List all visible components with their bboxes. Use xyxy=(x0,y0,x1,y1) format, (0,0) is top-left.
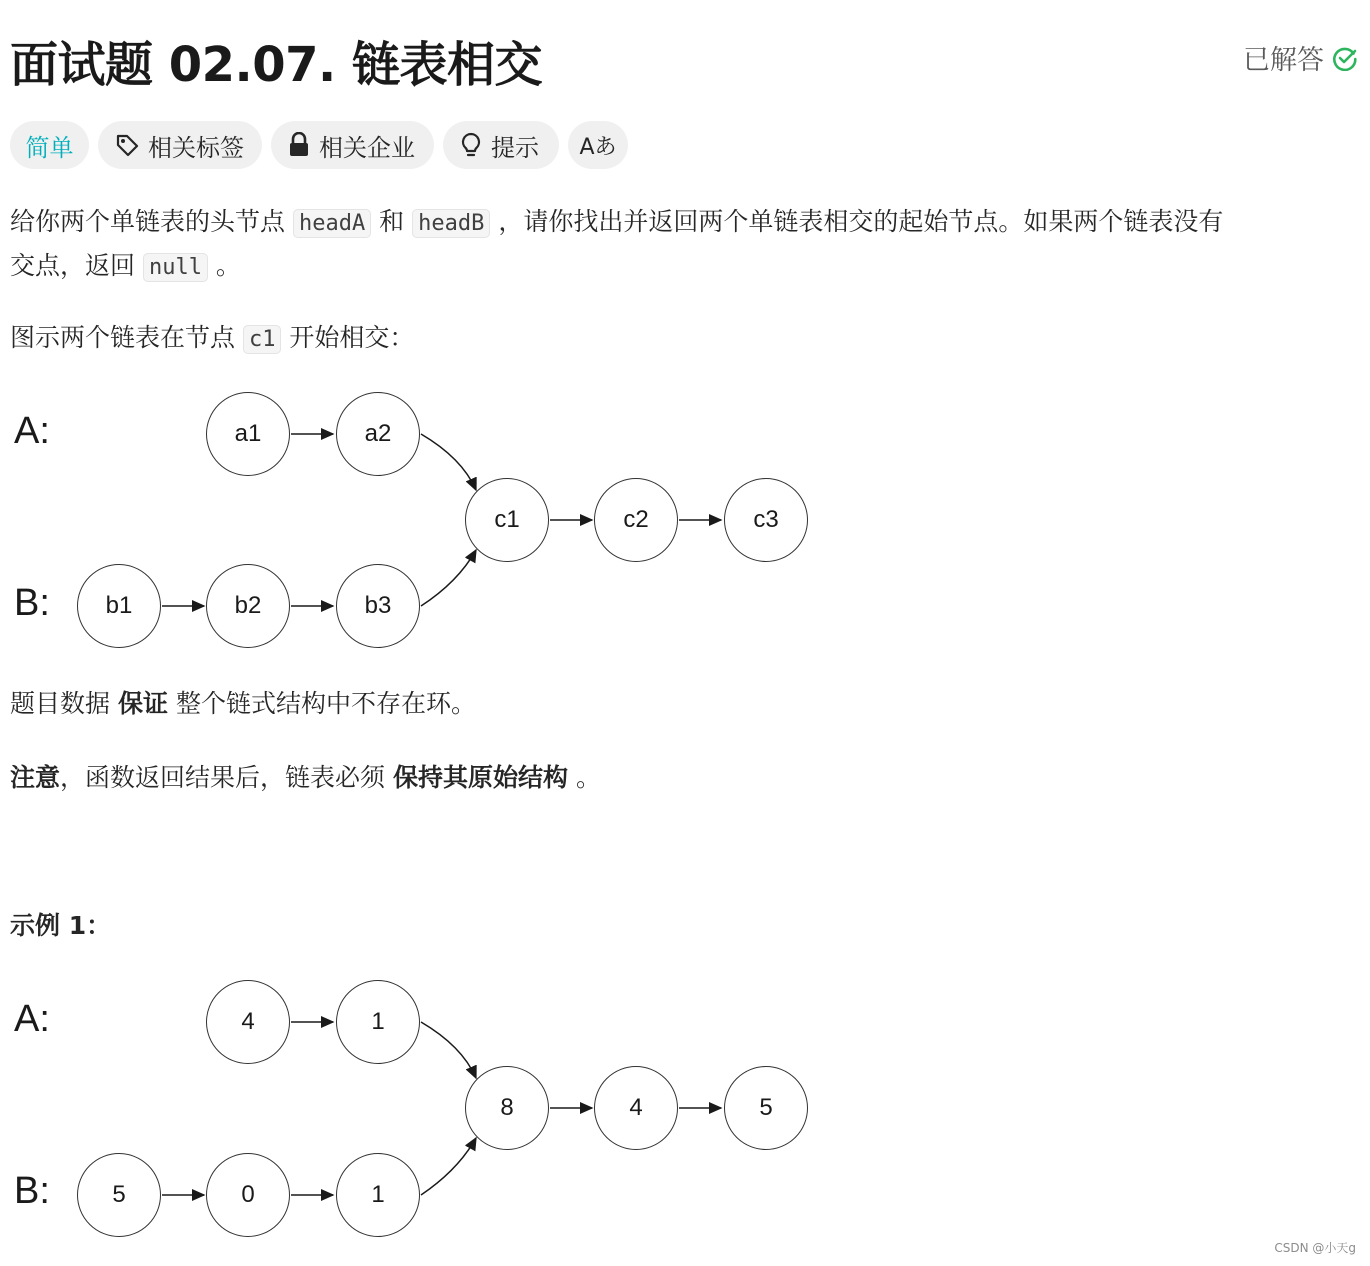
edge xyxy=(421,1138,476,1195)
description-paragraph-4: 注意，函数返回结果后，链表必须 保持其原始结构 。 xyxy=(10,763,601,792)
list-b-label: B: xyxy=(14,1170,50,1212)
edge xyxy=(421,1022,476,1078)
related-companies-label: 相关企业 xyxy=(319,133,415,162)
edge xyxy=(421,550,476,606)
list-node: 0 xyxy=(206,1153,290,1237)
description-paragraph-3: 题目数据 保证 整个链式结构中不存在环。 xyxy=(10,689,476,718)
list-node: c3 xyxy=(724,478,808,562)
list-node: a1 xyxy=(206,392,290,476)
description-paragraph-2: 图示两个链表在节点 c1 开始相交： xyxy=(10,323,415,352)
code-c1: c1 xyxy=(243,325,282,354)
list-a-label: A: xyxy=(14,998,50,1040)
description-paragraph-1: 给你两个单链表的头节点 headA 和 headB ，请你找出并返回两个单链表相交的起始节点。如果两个链表没有 交点，返回 null 。 xyxy=(10,207,1224,280)
edge xyxy=(421,434,476,490)
list-node: a2 xyxy=(336,392,420,476)
list-node: c1 xyxy=(465,478,549,562)
list-node: 8 xyxy=(465,1066,549,1150)
hint-label: 提示 xyxy=(491,133,539,162)
translate-icon: Aあ xyxy=(579,134,617,160)
related-tags-label: 相关标签 xyxy=(148,133,244,162)
list-node: 4 xyxy=(594,1066,678,1150)
list-node: 1 xyxy=(336,1153,420,1237)
example-1-heading: 示例 1： xyxy=(10,911,112,940)
list-node: b2 xyxy=(206,564,290,648)
watermark: CSDN @小天g xyxy=(1274,1241,1356,1255)
difficulty-label: 简单 xyxy=(25,133,74,162)
code-headA: headA xyxy=(293,209,371,238)
code-headB: headB xyxy=(412,209,490,238)
code-null: null xyxy=(143,253,208,282)
list-node: b1 xyxy=(77,564,161,648)
list-node: 5 xyxy=(77,1153,161,1237)
list-node: 5 xyxy=(724,1066,808,1150)
list-a-label: A: xyxy=(14,410,50,452)
list-b-label: B: xyxy=(14,582,50,624)
list-node: 4 xyxy=(206,980,290,1064)
list-node: 1 xyxy=(336,980,420,1064)
problem-title: 面试题 02.07. 链表相交 xyxy=(10,37,542,93)
list-node: b3 xyxy=(336,564,420,648)
list-node: c2 xyxy=(594,478,678,562)
solved-label: 已解答 xyxy=(1243,45,1324,76)
